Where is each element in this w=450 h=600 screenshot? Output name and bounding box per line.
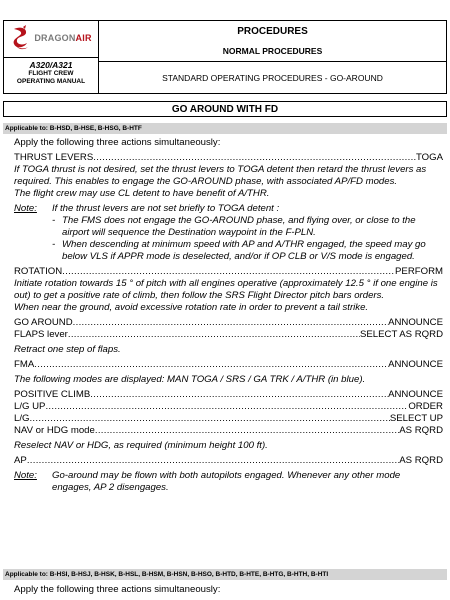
step-value: SELECT UP bbox=[389, 413, 443, 424]
step-ap bbox=[14, 455, 443, 467]
rotation-note-line-3: When near the ground, avoid excessive rotation rate in order to prevent a tail strike. bbox=[14, 302, 369, 313]
brand-air-text: AIR bbox=[75, 33, 92, 43]
dragon-logo-icon bbox=[10, 25, 32, 51]
step-label: AP bbox=[14, 455, 27, 466]
step-value: SELECT AS RQRD bbox=[360, 329, 443, 340]
step-label: GO AROUND bbox=[14, 317, 73, 328]
applicability-banner-1: Applicable to: B-HSD, B-HSE, B-HSG, B-HTF bbox=[3, 123, 447, 134]
step-rotation bbox=[14, 266, 443, 278]
doc-section: STANDARD OPERATING PROCEDURES - GO-AROUND bbox=[99, 61, 446, 93]
step-value: ORDER bbox=[408, 401, 443, 412]
step-value: AS RQRD bbox=[399, 455, 443, 466]
doc-subtitle: NORMAL PROCEDURES bbox=[222, 46, 323, 56]
section-title: GO AROUND WITH FD bbox=[3, 101, 447, 117]
brand-dragon-text: DRAGON bbox=[34, 33, 76, 43]
step-label: L/G UP bbox=[14, 401, 46, 412]
document-header bbox=[3, 20, 447, 94]
thrust-note-line-2: required. This enables to engage the GO-AROUND phase, with associated AP/FD modes. bbox=[14, 176, 398, 187]
thrust-note-line-3: The flight crew may use CL detent to have benefit of A/THR. bbox=[14, 188, 270, 199]
step-fma bbox=[14, 359, 443, 371]
flaps-note: Retract one step of flaps. bbox=[14, 344, 121, 355]
brand-name bbox=[34, 33, 91, 43]
step-value: TOGA bbox=[415, 152, 443, 163]
step-label: L/G bbox=[14, 413, 30, 424]
note-label: Note: bbox=[14, 470, 37, 481]
procedure-content bbox=[14, 137, 443, 494]
doc-title: PROCEDURES bbox=[237, 25, 308, 37]
note-bullet-1: - The FMS does not engage the GO-AROUND phase, and flying over, or close to the airport will sequence the Destination waypoint in the F-PLN. bbox=[52, 215, 416, 238]
fma-note: The following modes are displayed: MAN TOGA / SRS / GA TRK / A/THR (in blue). bbox=[14, 374, 366, 385]
step-value: AS RQRD bbox=[399, 425, 443, 436]
note-block-1 bbox=[14, 203, 443, 263]
rotation-note-line-2: out) to get a positive rate of climb, then follow the SRS Flight Director pitch bars orders. bbox=[14, 290, 385, 301]
airline-logo bbox=[10, 24, 91, 52]
step-go-around bbox=[14, 317, 443, 329]
step-label: POSITIVE CLIMB bbox=[14, 389, 91, 400]
step-value: ANNOUNCE bbox=[388, 317, 443, 328]
step-value: PERFORM bbox=[395, 266, 443, 277]
aircraft-model: A320/A321 bbox=[4, 57, 98, 70]
step-positive-climb bbox=[14, 389, 443, 401]
step-thrust-levers bbox=[14, 152, 443, 164]
intro-text: Apply the following three actions simultaneously: bbox=[14, 137, 221, 148]
thrust-note-line-1: If TOGA thrust is not desired, set the thrust levers to TOGA detent then retard the thrust levers as bbox=[14, 164, 427, 175]
intro-text-2: Apply the following three actions simultaneously: bbox=[14, 584, 221, 595]
step-label: FLAPS lever bbox=[14, 329, 68, 340]
step-flaps-lever bbox=[14, 329, 443, 341]
step-nav-hdg bbox=[14, 425, 443, 437]
rotation-note-line-1: Initiate rotation towards 15 ° of pitch with all engines operative (approximately 12.5 ° if one engine is bbox=[14, 278, 438, 289]
note-block-2: Note: Go-around may be flown with both autopilots engaged. Whenever any other mode engages, AP 2 disengages. bbox=[14, 470, 401, 493]
manual-line-1: FLIGHT CREW bbox=[28, 70, 74, 77]
nav-note: Reselect NAV or HDG, as required (minimum height 100 ft). bbox=[14, 440, 268, 451]
note-head: If the thrust levers are not set briefly to TOGA detent : bbox=[52, 203, 280, 214]
step-label: NAV or HDG mode bbox=[14, 425, 95, 436]
manual-line-2: OPERATING MANUAL bbox=[16, 78, 86, 85]
applicability-banner-2: Applicable to: B-HSI, B-HSJ, B-HSK, B-HSL, B-HSM, B-HSN, B-HSO, B-HTD, B-HTE, B-HTG, B-HTH, B-HTI bbox=[3, 569, 447, 580]
note-bullet-2: - When descending at minimum speed with AP and A/THR engaged, the speed may go below VLS if APPR mode is deselected, and/or if OP CLB or V/S mode is engaged. bbox=[52, 239, 426, 262]
title-cell bbox=[99, 21, 446, 93]
step-label: ROTATION bbox=[14, 266, 63, 277]
step-lg-up bbox=[14, 401, 443, 413]
step-value: ANNOUNCE bbox=[388, 389, 443, 400]
step-label: THRUST LEVERS bbox=[14, 152, 94, 163]
logo-cell bbox=[4, 21, 99, 93]
manual-name bbox=[17, 70, 85, 86]
note-label: Note: bbox=[14, 203, 37, 214]
step-label: FMA bbox=[14, 359, 35, 370]
step-lg bbox=[14, 413, 443, 425]
step-value: ANNOUNCE bbox=[388, 359, 443, 370]
